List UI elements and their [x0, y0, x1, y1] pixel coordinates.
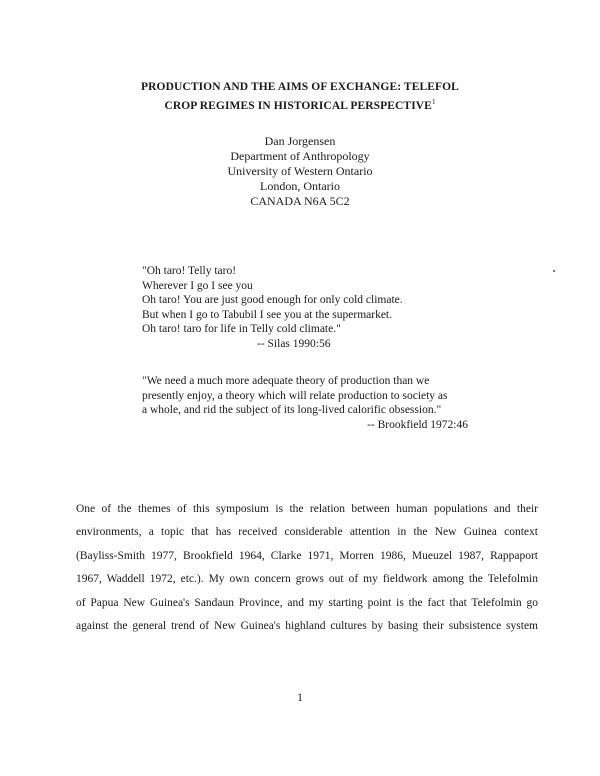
author-city: London, Ontario [260, 179, 340, 193]
title-line-1: PRODUCTION AND THE AIMS OF EXCHANGE: TELEFOL [141, 81, 459, 93]
epigraph-line: presently enjoy, a theory which will relate production to society as [142, 389, 448, 402]
scan-speck [553, 270, 555, 272]
body-line: environments, a topic that has received considerable attention in the New Guinea context [76, 526, 538, 539]
body-line: One of the themes of this symposium is the relation between human populations and their [76, 503, 538, 515]
epigraph-silas [142, 264, 472, 351]
body-line: of Papua New Guinea's Sandaun Province, and my starting point is the fact that Telefolmin go [76, 596, 538, 609]
author-block [0, 134, 600, 209]
epigraph-line: Oh taro! You are just good enough for only cold climate. [142, 294, 403, 306]
author-department: Department of Anthropology [230, 149, 370, 163]
title-line-2-text: CROP REGIMES IN HISTORICAL PERSPECTIVE [164, 99, 432, 112]
body-line: against the general trend of New Guinea's highland cultures by basing their subsistence system [76, 620, 538, 633]
epigraph-line: Oh taro! taro for life in Telly cold climate." [142, 323, 341, 335]
epigraph-brookfield [142, 374, 472, 432]
title-line-2 [0, 95, 600, 114]
epigraph-line: "We need a much more adequate theory of production than we [142, 375, 430, 387]
epigraph-line: "Oh taro! Telly taro! [142, 265, 237, 277]
body-line: 1967, Waddell 1972, etc.). My own concern grows out of my fieldwork among the Telefolmin [76, 573, 538, 586]
epigraph-line: a whole, and rid the subject of its long-lived calorific obsession." [142, 404, 442, 416]
epigraph-attribution: -- Silas 1990:56 [257, 337, 331, 350]
page-number: 1 [297, 690, 303, 704]
title-footnote-mark: 1 [431, 98, 436, 106]
body-paragraph [76, 498, 538, 638]
epigraph-attribution: -- Brookfield 1972:46 [367, 418, 468, 431]
paper-title [0, 80, 600, 114]
author-country: CANADA N6A 5C2 [250, 194, 350, 208]
author-name: Dan Jorgensen [264, 134, 336, 148]
epigraph-line: But when I go to Tabubil I see you at the supermarket. [142, 308, 393, 321]
body-line: (Bayliss-Smith 1977, Brookfield 1964, Clarke 1971, Morren 1986, Mueuzel 1987, Rappaport [76, 549, 538, 562]
epigraph-line: Wherever I go I see you [142, 279, 253, 292]
author-university: University of Western Ontario [227, 164, 373, 178]
